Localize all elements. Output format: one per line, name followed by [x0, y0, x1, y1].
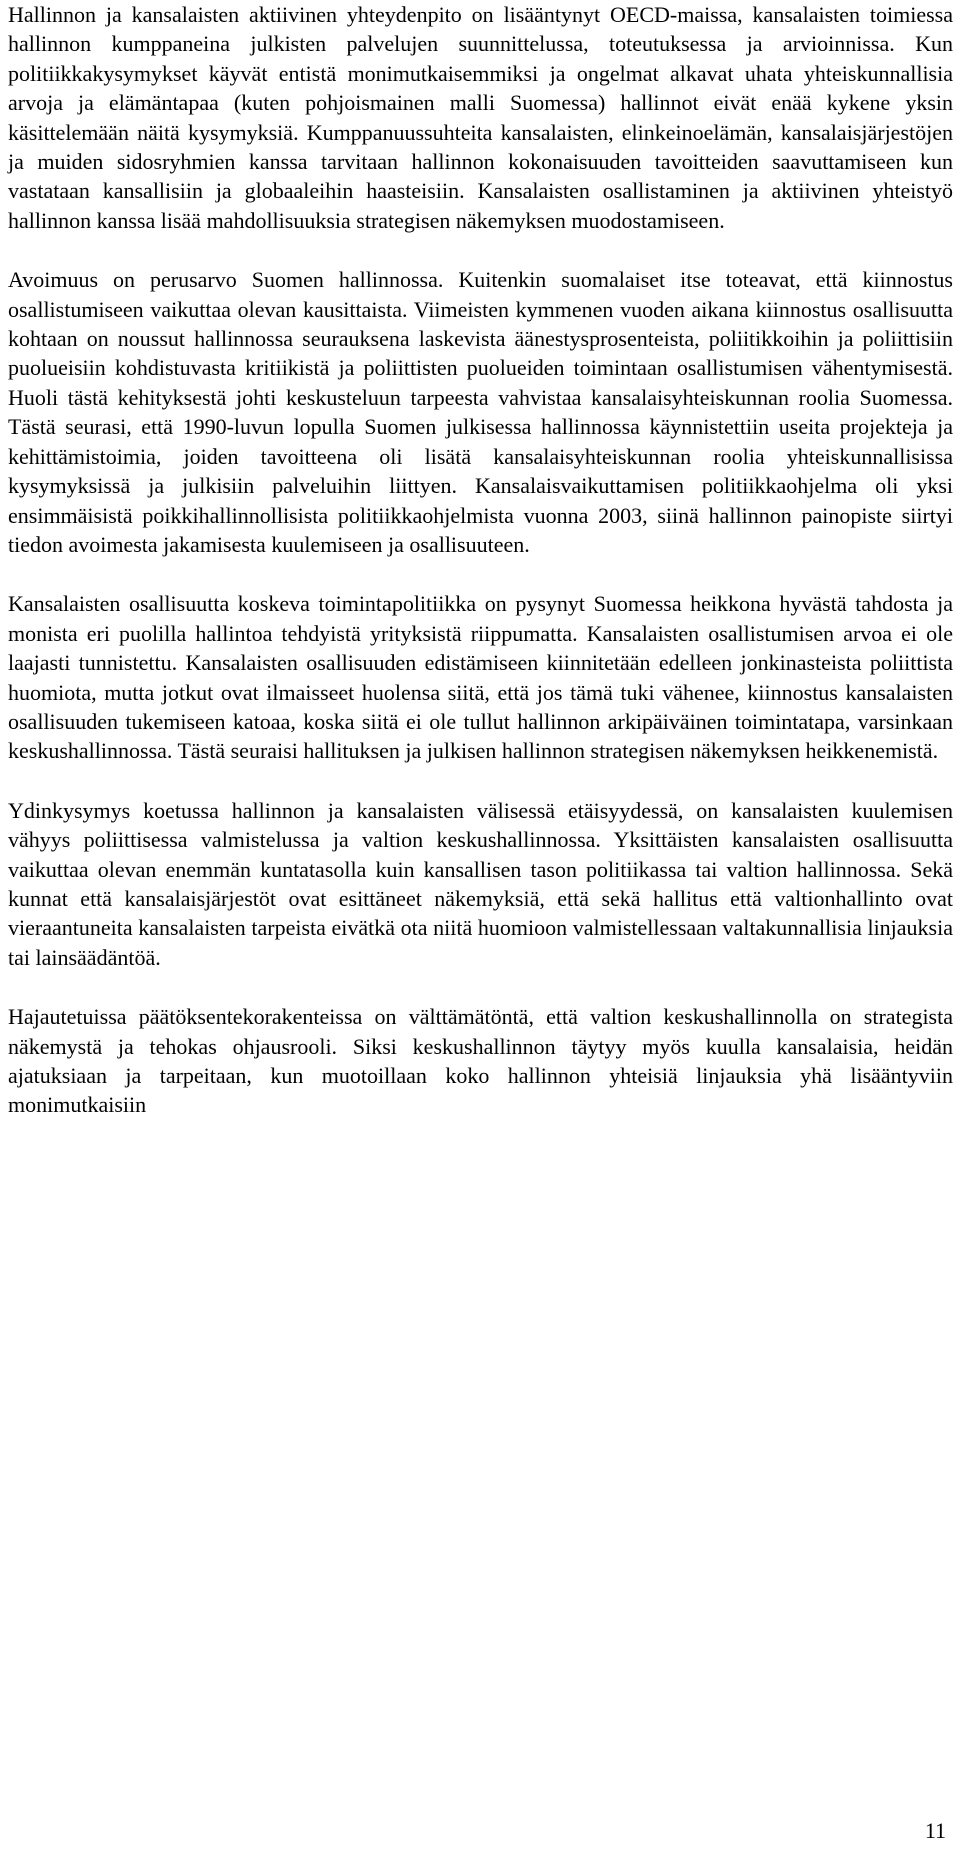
paragraph-2: Avoimuus on perusarvo Suomen hallinnossa. Kuitenkin suomalaiset itse toteavat, että kiinnostus osallistumiseen vaikuttaa olevan kausittaista. Viimeisten kymmenen vuoden aikana kiinnostus osallisuutta kohtaan on noussut hallinnossa seurauksena laskevista äänestysprosenteista, poliitikkoihin ja poliittisiin puolueisiin kohdistuvasta kritiikistä ja poliittisten puolueiden toimintaan osallistumisen vähentymisestä. Huoli tästä kehityksestä johti keskusteluun tarpeesta vahvistaa kansalaisyhteiskunnan roolia Suomessa. Tästä seurasi, että 1990-luvun lopulla Suomen julkisessa hallinnossa käynnistettiin useita projekteja ja kehittämistoimia, joiden tavoitteena oli lisätä kansalaisyhteiskunnan roolia yhteiskunnallisissa kysymyksissä ja julkisiin palveluihin liittyen. Kansalaisvaikuttamisen politiikkaohjelma oli yksi ensimmäisistä poikkihallinnollisista politiikkaohjelmista vuonna 2003, siinä hallinnon painopiste siirtyi tiedon avoimesta jakamisesta kuulemiseen ja osallisuuteen.: [8, 267, 953, 557]
paragraph-4: Ydinkysymys koetussa hallinnon ja kansalaisten välisessä etäisyydessä, on kansalaisten kuulemisen vähyys poliittisessa valmistelussa ja valtion keskushallinnossa. Yksittäisten kansalaisten osallisuutta vaikuttaa olevan enemmän kuntatasolla kuin kansallisen tason politiikassa tai valtion hallinnossa. Sekä kunnat että kansalaisjärjestöt ovat esittäneet näkemyksiä, että sekä hallitus että valtionhallinto ovat vieraantuneita kansalaisten tarpeista eivätkä ota niitä huomioon valmistellessaan valtakunnallisia linjauksia tai lainsäädäntöä.: [8, 797, 953, 970]
paragraph-3: Kansalaisten osallisuutta koskeva toimintapolitiikka on pysynyt Suomessa heikkona hyvästä tahdosta ja monista eri puolilla hallintoa tehdyistä yrityksistä riippumatta. Kansalaisten osallistumisen arvoa ei ole laajasti tunnistettu. Kansalaisten osallisuuden edistämiseen kiinnitetään edelleen jonkinasteista poliittista huomiota, mutta jotkut ovat ilmaisseet huolensa siitä, että jos tämä tuki vähenee, kiinnostus kansalaisten osallisuuden tukemiseen katoaa, koska siitä ei ole tullut hallinnon arkipäiväinen toimintatapa, varsinkaan keskushallinnossa. Tästä seuraisi hallituksen ja julkisen hallinnon strategisen näkemyksen heikkenemistä.: [8, 591, 953, 764]
document-body: [8, 0, 953, 1120]
page-number: 11: [924, 1818, 946, 1843]
paragraph-5: Hajautetuissa päätöksentekorakenteissa on välttämätöntä, että valtion keskushallinnolla on strategista näkemystä ja tehokas ohjausrooli. Siksi keskushallinnon täytyy myös kuulla kansalaisia, heidän ajatuksiaan ja tarpeitaan, kun muotoillaan koko hallinnon yhteisiä linjauksia yhä lisääntyviin monimutkaisiin: [8, 1004, 953, 1118]
paragraph-1: Hallinnon ja kansalaisten aktiivinen yhteydenpito on lisääntynyt OECD-maissa, kansalaisten toimiessa hallinnon kumppaneina julkisten palvelujen suunnittelussa, toteutuksessa ja arvioinnissa. Kun politiikkakysymykset käyvät entistä monimutkaisemmiksi ja ongelmat alkavat uhata yhteiskunnallisia arvoja ja elämäntapaa (kuten pohjoismainen malli Suomessa) hallinnot eivät enää kykene yksin käsittelemään näitä kysymyksiä. Kumppanuussuhteita kansalaisten, elinkeinoelämän, kansalaisjärjestöjen ja muiden sidosryhmien kanssa tarvitaan hallinnon kokonaisuuden tavoitteiden saavuttamiseen kun vastataan kansallisiin ja globaaleihin haasteisiin. Kansalaisten osallistaminen ja aktiivinen yhteistyö hallinnon kanssa lisää mahdollisuuksia strategisen näkemyksen muodostamiseen.: [8, 2, 953, 233]
